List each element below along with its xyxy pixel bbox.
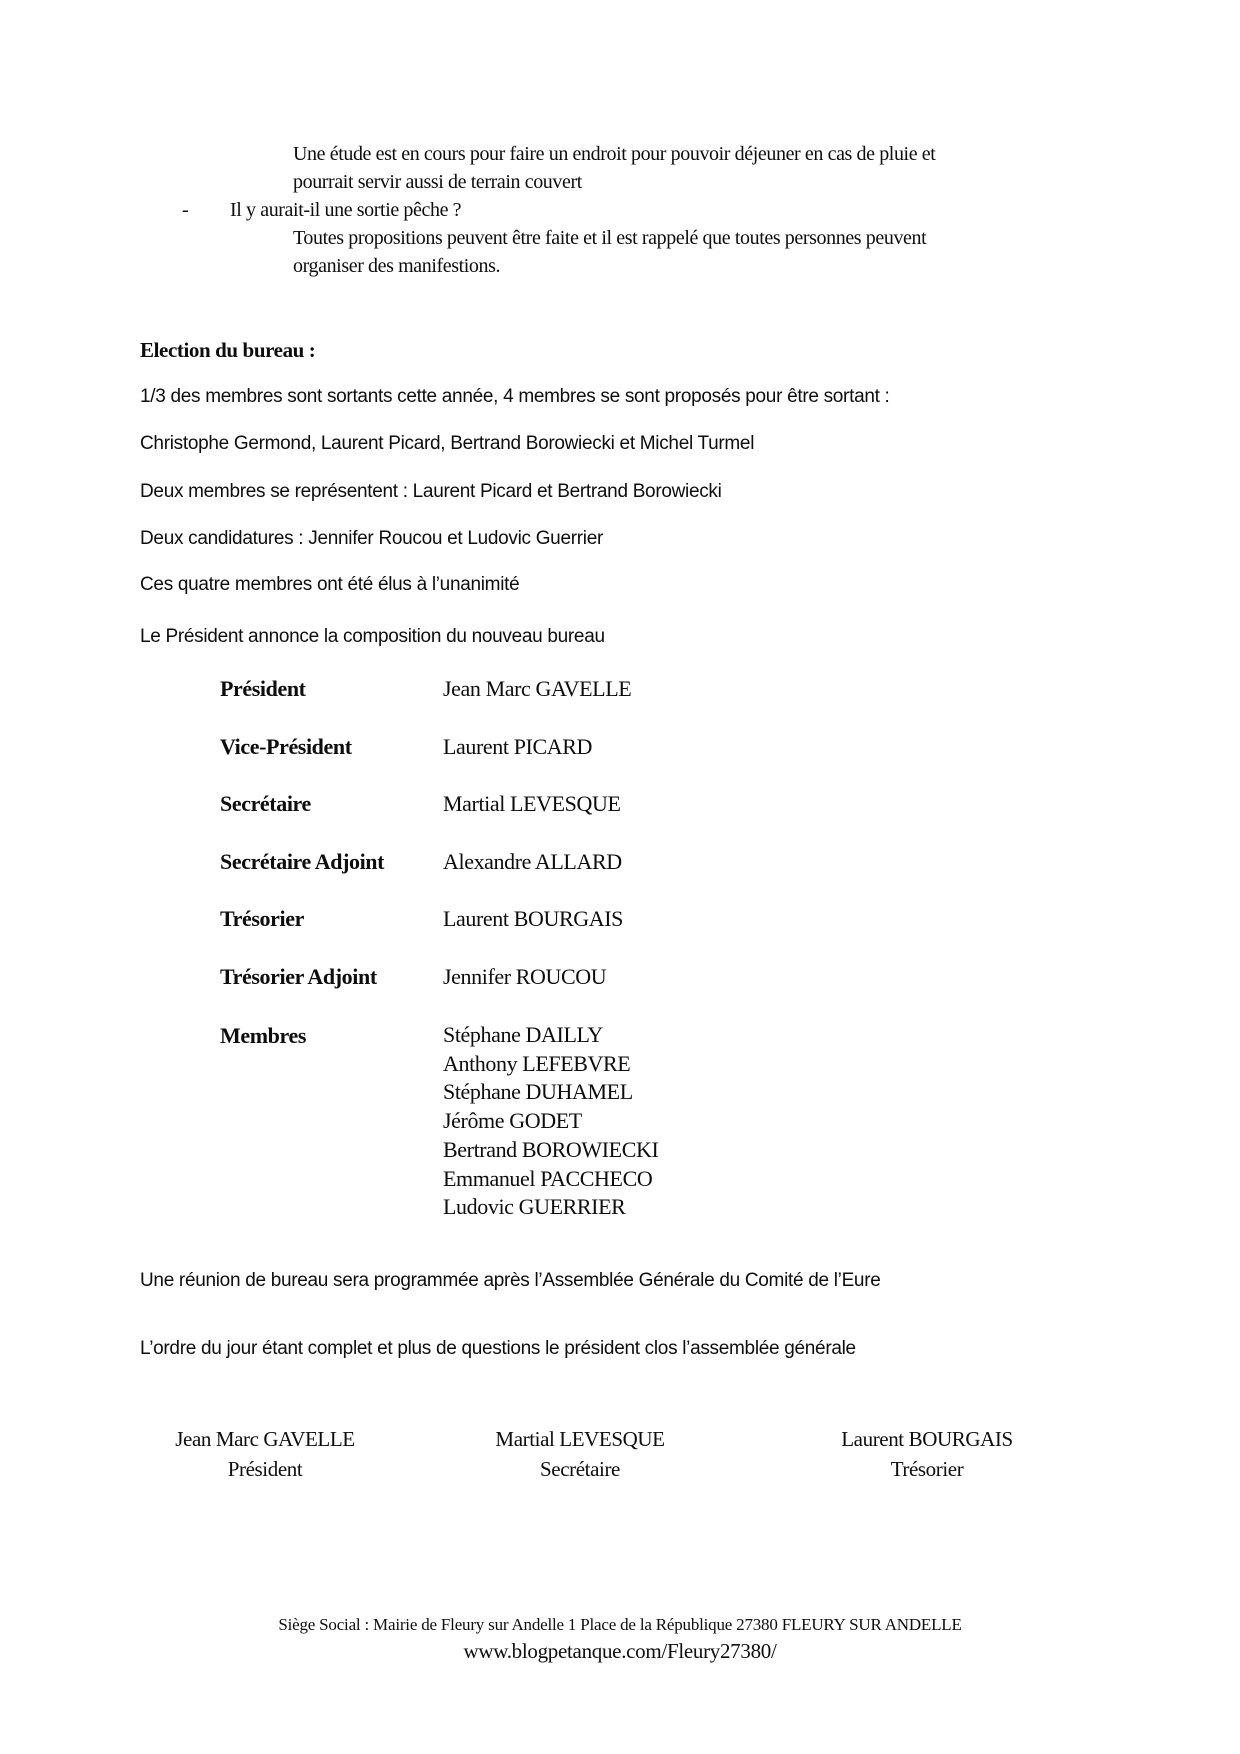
- members-list: [443, 1021, 658, 1222]
- signature-title: Président: [227, 1457, 303, 1481]
- signature-name: Jean Marc GAVELLE: [175, 1427, 355, 1451]
- member-name: Stéphane DUHAMEL: [443, 1079, 633, 1105]
- bureau-role: Vice-Président: [220, 734, 352, 759]
- footer-address: Siège Social : Mairie de Fleury sur Andelle 1 Place de la République 27380 FLEURY SUR ANDELLE: [278, 1615, 962, 1634]
- bureau-role: Trésorier Adjoint: [220, 964, 377, 989]
- election-paragraph: Christophe Germond, Laurent Picard, Bertrand Borowiecki et Michel Turmel: [140, 433, 755, 454]
- signature-block: [450, 1424, 710, 1484]
- signature-block: [797, 1424, 1057, 1484]
- signature-name: Laurent BOURGAIS: [841, 1427, 1013, 1451]
- bureau-role: Secrétaire Adjoint: [220, 849, 385, 874]
- intro-indented-line: organiser des manifestions.: [293, 255, 501, 277]
- bureau-name: Jennifer ROUCOU: [443, 964, 607, 989]
- bullet-marker: -: [182, 199, 189, 221]
- intro-indented-line: Une étude est en cours pour faire un endroit pour pouvoir déjeuner en cas de pluie et: [293, 143, 936, 165]
- bureau-name: Laurent BOURGAIS: [443, 906, 623, 931]
- member-name: Bertrand BOROWIECKI: [443, 1136, 659, 1162]
- bureau-role: Secrétaire: [220, 791, 311, 816]
- bureau-role: Membres: [220, 1023, 306, 1048]
- election-paragraph: Deux candidatures : Jennifer Roucou et Ludovic Guerrier: [140, 528, 603, 549]
- bureau-name: Martial LEVESQUE: [443, 791, 621, 816]
- bullet-text: Il y aurait-il une sortie pêche ?: [230, 199, 462, 221]
- member-name: Emmanuel PACCHECO: [443, 1165, 653, 1191]
- signature-title: Secrétaire: [540, 1457, 620, 1481]
- signature-title: Trésorier: [890, 1457, 964, 1481]
- member-name: Anthony LEFEBVRE: [443, 1050, 631, 1076]
- section-heading: Election du bureau :: [140, 338, 316, 362]
- member-name: Jérôme GODET: [443, 1108, 582, 1134]
- closing-paragraph: Une réunion de bureau sera programmée après l’Assemblée Générale du Comité de l’Eure: [140, 1270, 881, 1291]
- election-paragraph: 1/3 des membres sont sortants cette année, 4 membres se sont proposés pour être sortant :: [140, 386, 890, 407]
- closing-paragraph: L’ordre du jour étant complet et plus de questions le président clos l’assemblée générale: [140, 1338, 856, 1359]
- bureau-role: Trésorier: [220, 906, 304, 931]
- intro-indented-line: pourrait servir aussi de terrain couvert: [293, 171, 582, 193]
- election-paragraph: Ces quatre membres ont été élus à l’unanimité: [140, 574, 520, 595]
- intro-indented-line: Toutes propositions peuvent être faite et il est rappelé que toutes personnes peuvent: [293, 227, 927, 249]
- signature-name: Martial LEVESQUE: [495, 1427, 665, 1451]
- bureau-name: Jean Marc GAVELLE: [443, 676, 632, 701]
- signature-block: [135, 1424, 395, 1484]
- bureau-role: Président: [220, 676, 306, 701]
- election-paragraph: Deux membres se représentent : Laurent Picard et Bertrand Borowiecki: [140, 481, 722, 502]
- footer-website: www.blogpetanque.com/Fleury27380/: [463, 1639, 777, 1663]
- member-name: Ludovic GUERRIER: [443, 1194, 626, 1220]
- bureau-name: Laurent PICARD: [443, 734, 592, 759]
- bureau-name: Alexandre ALLARD: [443, 849, 622, 874]
- election-paragraph: Le Président annonce la composition du nouveau bureau: [140, 626, 605, 647]
- member-name: Stéphane DAILLY: [443, 1022, 603, 1047]
